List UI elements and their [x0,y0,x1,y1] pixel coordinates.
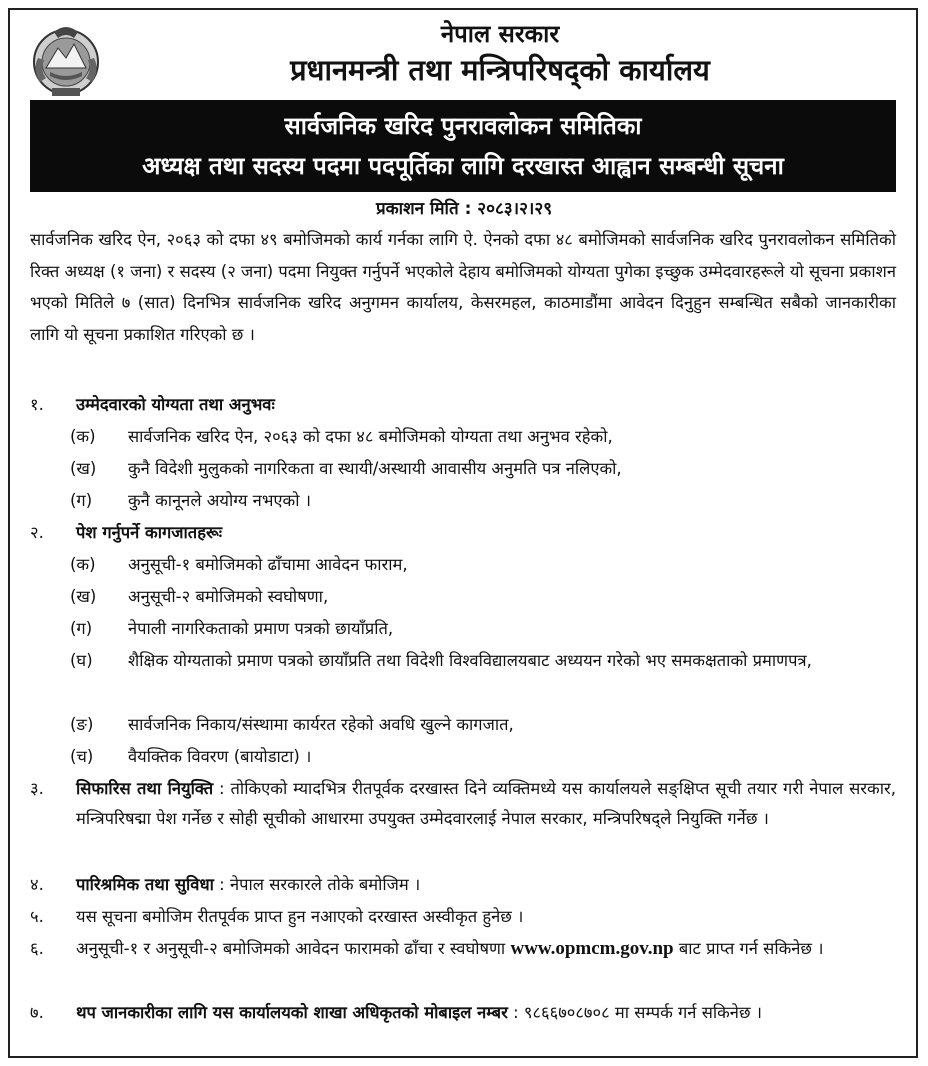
item-label: (च) [70,747,94,766]
section-title: थप जानकारीका लागि यस कार्यालयको शाखा अधिकृतको मोबाइल नम्बर [76,1003,508,1022]
item-text: कुनै कानूनले अयोग्य नभएको । [128,491,311,510]
section-title: पारिश्रमिक तथा सुविधा [76,875,214,894]
section-title: पेश गर्नुपर्ने कागजातहरूः [76,523,223,542]
section-text: बाट प्राप्त गर्न सकिनेछ । [673,939,824,958]
section-text: अनुसूची-१ र अनुसूची-२ बमोजिमको आवेदन फारामको ढाँचा र स्वघोषणा [76,939,511,958]
section-body [76,774,896,834]
list-item [70,582,900,612]
section-number: ४. [30,875,44,894]
section-number: ३. [30,779,44,798]
section-4 [30,870,896,900]
section-number: २. [30,523,44,542]
section-title: सिफारिस तथा नियुक्ति [76,779,214,798]
section-5 [30,902,896,932]
section-2-heading [30,518,896,548]
item-label: (ख) [70,459,97,478]
section-number: १. [30,395,44,414]
section-1-heading [30,390,896,420]
item-label: (घ) [70,651,93,670]
item-label: (ख) [70,587,97,606]
item-text: अनुसूची-२ बमोजिमको स्वघोषणा, [128,587,329,606]
list-item [70,422,900,452]
notice-title-banner [30,100,896,192]
government-name: नेपाल सरकार [440,20,560,48]
section-text: : नेपाल सरकारले तोके बमोजिम । [213,875,421,894]
list-item [70,454,900,484]
item-label: (ग) [70,619,93,638]
section-title: उम्मेदवारको योग्यता तथा अनुभवः [76,395,275,414]
item-label: (क) [70,427,96,446]
section-body [76,870,896,900]
banner-line-1: सार्वजनिक खरिद पुनरावलोकन समितिका [284,112,642,140]
item-text: कुनै विदेशी मुलुकको नागरिकता वा स्थायी/अस्थायी आवासीय अनुमति पत्र नलिएको, [128,459,622,478]
item-text: शैक्षिक योग्यताको प्रमाण पत्रको छायाँप्रति तथा विदेशी विश्वविद्यालयबाट अध्ययन गरेको भए समकक्षताको प्रमाणपत्र, [128,651,812,670]
section-text: : ९८६६७०८७०८ मा सम्पर्क गर्न सकिनेछ । [507,1003,763,1022]
banner-line-2: अध्यक्ष तथा सदस्य पदमा पदपूर्तिका लागि दरखास्त आह्वान सम्बन्धी सूचना [142,152,784,180]
section-7 [30,998,896,1028]
section-text: : तोकिएको म्यादभित्र रीतपूर्वक दरखास्त दिने व्यक्तिमध्ये यस कार्यालयले सङ्क्षिप्त सूची तयार गरी नेपाल सरकार, मन्त्रिपरिषद्मा पेश गर्नेछ र सोही सूचीको आधारमा उपयुक्त उम्मेदवारलाई नेपाल सरकार, मन्त्रिपरिषद्ले नियुक्ति गर्नेछ । [76,779,896,828]
section-6 [30,934,896,964]
list-item [70,646,900,676]
website-link[interactable]: www.opmcm.gov.np [510,938,674,959]
item-text: नेपाली नागरिकताको प्रमाण पत्रको छायाँप्रति, [128,619,394,638]
section-text: यस सूचना बमोजिम रीतपूर्वक प्राप्त हुन नआएको दरखास्त अस्वीकृत हुनेछ । [76,907,524,926]
item-label: (ग) [70,491,93,510]
item-text: सार्वजनिक खरिद ऐन, २०६३ को दफा ४८ बमोजिमको योग्यता तथा अनुभव रहेको, [128,427,613,446]
item-text: अनुसूची-१ बमोजिमको ढाँचामा आवेदन फाराम, [128,555,408,574]
section-body [76,934,896,964]
item-text: वैयक्तिक विवरण (बायोडाटा) । [128,747,312,766]
item-label: (ङ) [70,715,94,734]
intro-paragraph: सार्वजनिक खरिद ऐन, २०६३ को दफा ४९ बमोजिमको कार्य गर्नका लागि ऐ. ऐनको दफा ४८ बमोजिमको सार्वजनिक खरिद पुनरावलोकन समितिको रिक्त अध्यक्ष (१ जना) र सदस्य (२ जना) पदमा नियुक्त गर्नुपर्ने भएकोले देहाय बमोजिमको योग्यता पुगेका इच्छुक उम्मेदवारहरूले यो सूचना प्रकाशन भएको मितिले ७ (सात) दिनभित्र सार्वजनिक खरिद अनुगमन कार्यालय, केसरमहल, काठमाडौंमा आवेदन दिनुहुन सम्बन्धित सबैको जानकारीका लागि यो सूचना प्रकाशित गरिएको छ । [30,230,896,344]
list-item [70,486,900,516]
list-item [70,710,900,740]
list-item [70,742,900,772]
section-body [76,998,896,1028]
section-number: ५. [30,907,44,926]
list-item [70,550,900,580]
section-number: ६. [30,939,44,958]
publication-date: प्रकाशन मिति : २०८३।२।२९ [375,199,553,219]
section-3 [30,774,896,834]
nepal-government-emblem-icon [24,18,108,102]
section-number: ७. [30,1003,44,1022]
office-name: प्रधानमन्त्री तथा मन्त्रिपरिषद्को कार्यालय [290,53,710,87]
list-item [70,614,900,644]
item-label: (क) [70,555,96,574]
letterhead [120,18,880,90]
item-text: सार्वजनिक निकाय/संस्थामा कार्यरत रहेको अवधि खुल्ने कागजात, [128,715,514,734]
